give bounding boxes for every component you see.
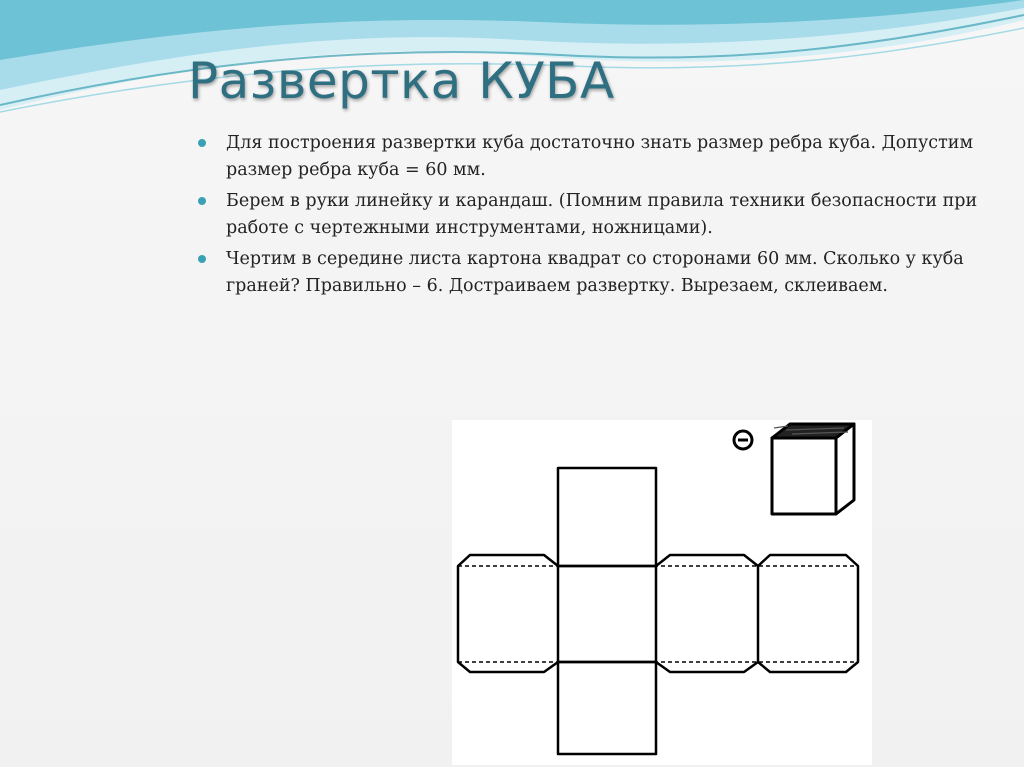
net-face-far-right [758,555,858,672]
circle-bullet-icon [198,197,206,205]
bullet-item [196,130,1016,184]
circle-bullet-icon [198,139,206,147]
cube-net-figure [452,420,872,765]
bullet-text: Берем в руки линейку и карандаш. (Помним правила техники безопасности при работе с чертежными инструментами, ножницами). [226,191,978,238]
bullet-text: Чертим в середине листа картона квадрат со сторонами 60 мм. Сколько у куба граней? Правильно – 6. Достраиваем развертку. Вырезаем, склеиваем. [226,249,964,296]
bullet-item [196,246,1016,300]
cube-net-drawing [452,420,872,765]
bullet-text: Для построения развертки куба достаточно знать размер ребра куба. Допустим размер ребра куба = 60 мм. [226,133,974,180]
net-face-bottom [558,662,656,754]
net-face-left [458,555,558,672]
net-face-center [558,566,656,662]
net-face-top [558,468,656,566]
bullet-item [196,188,1016,242]
bullet-list [196,130,1016,304]
net-face-right [656,555,758,672]
slide-title: Развертка КУБА [188,52,615,110]
circled-minus-icon [734,431,752,449]
circle-bullet-icon [198,255,206,263]
cube-3d-illustration [772,424,854,514]
